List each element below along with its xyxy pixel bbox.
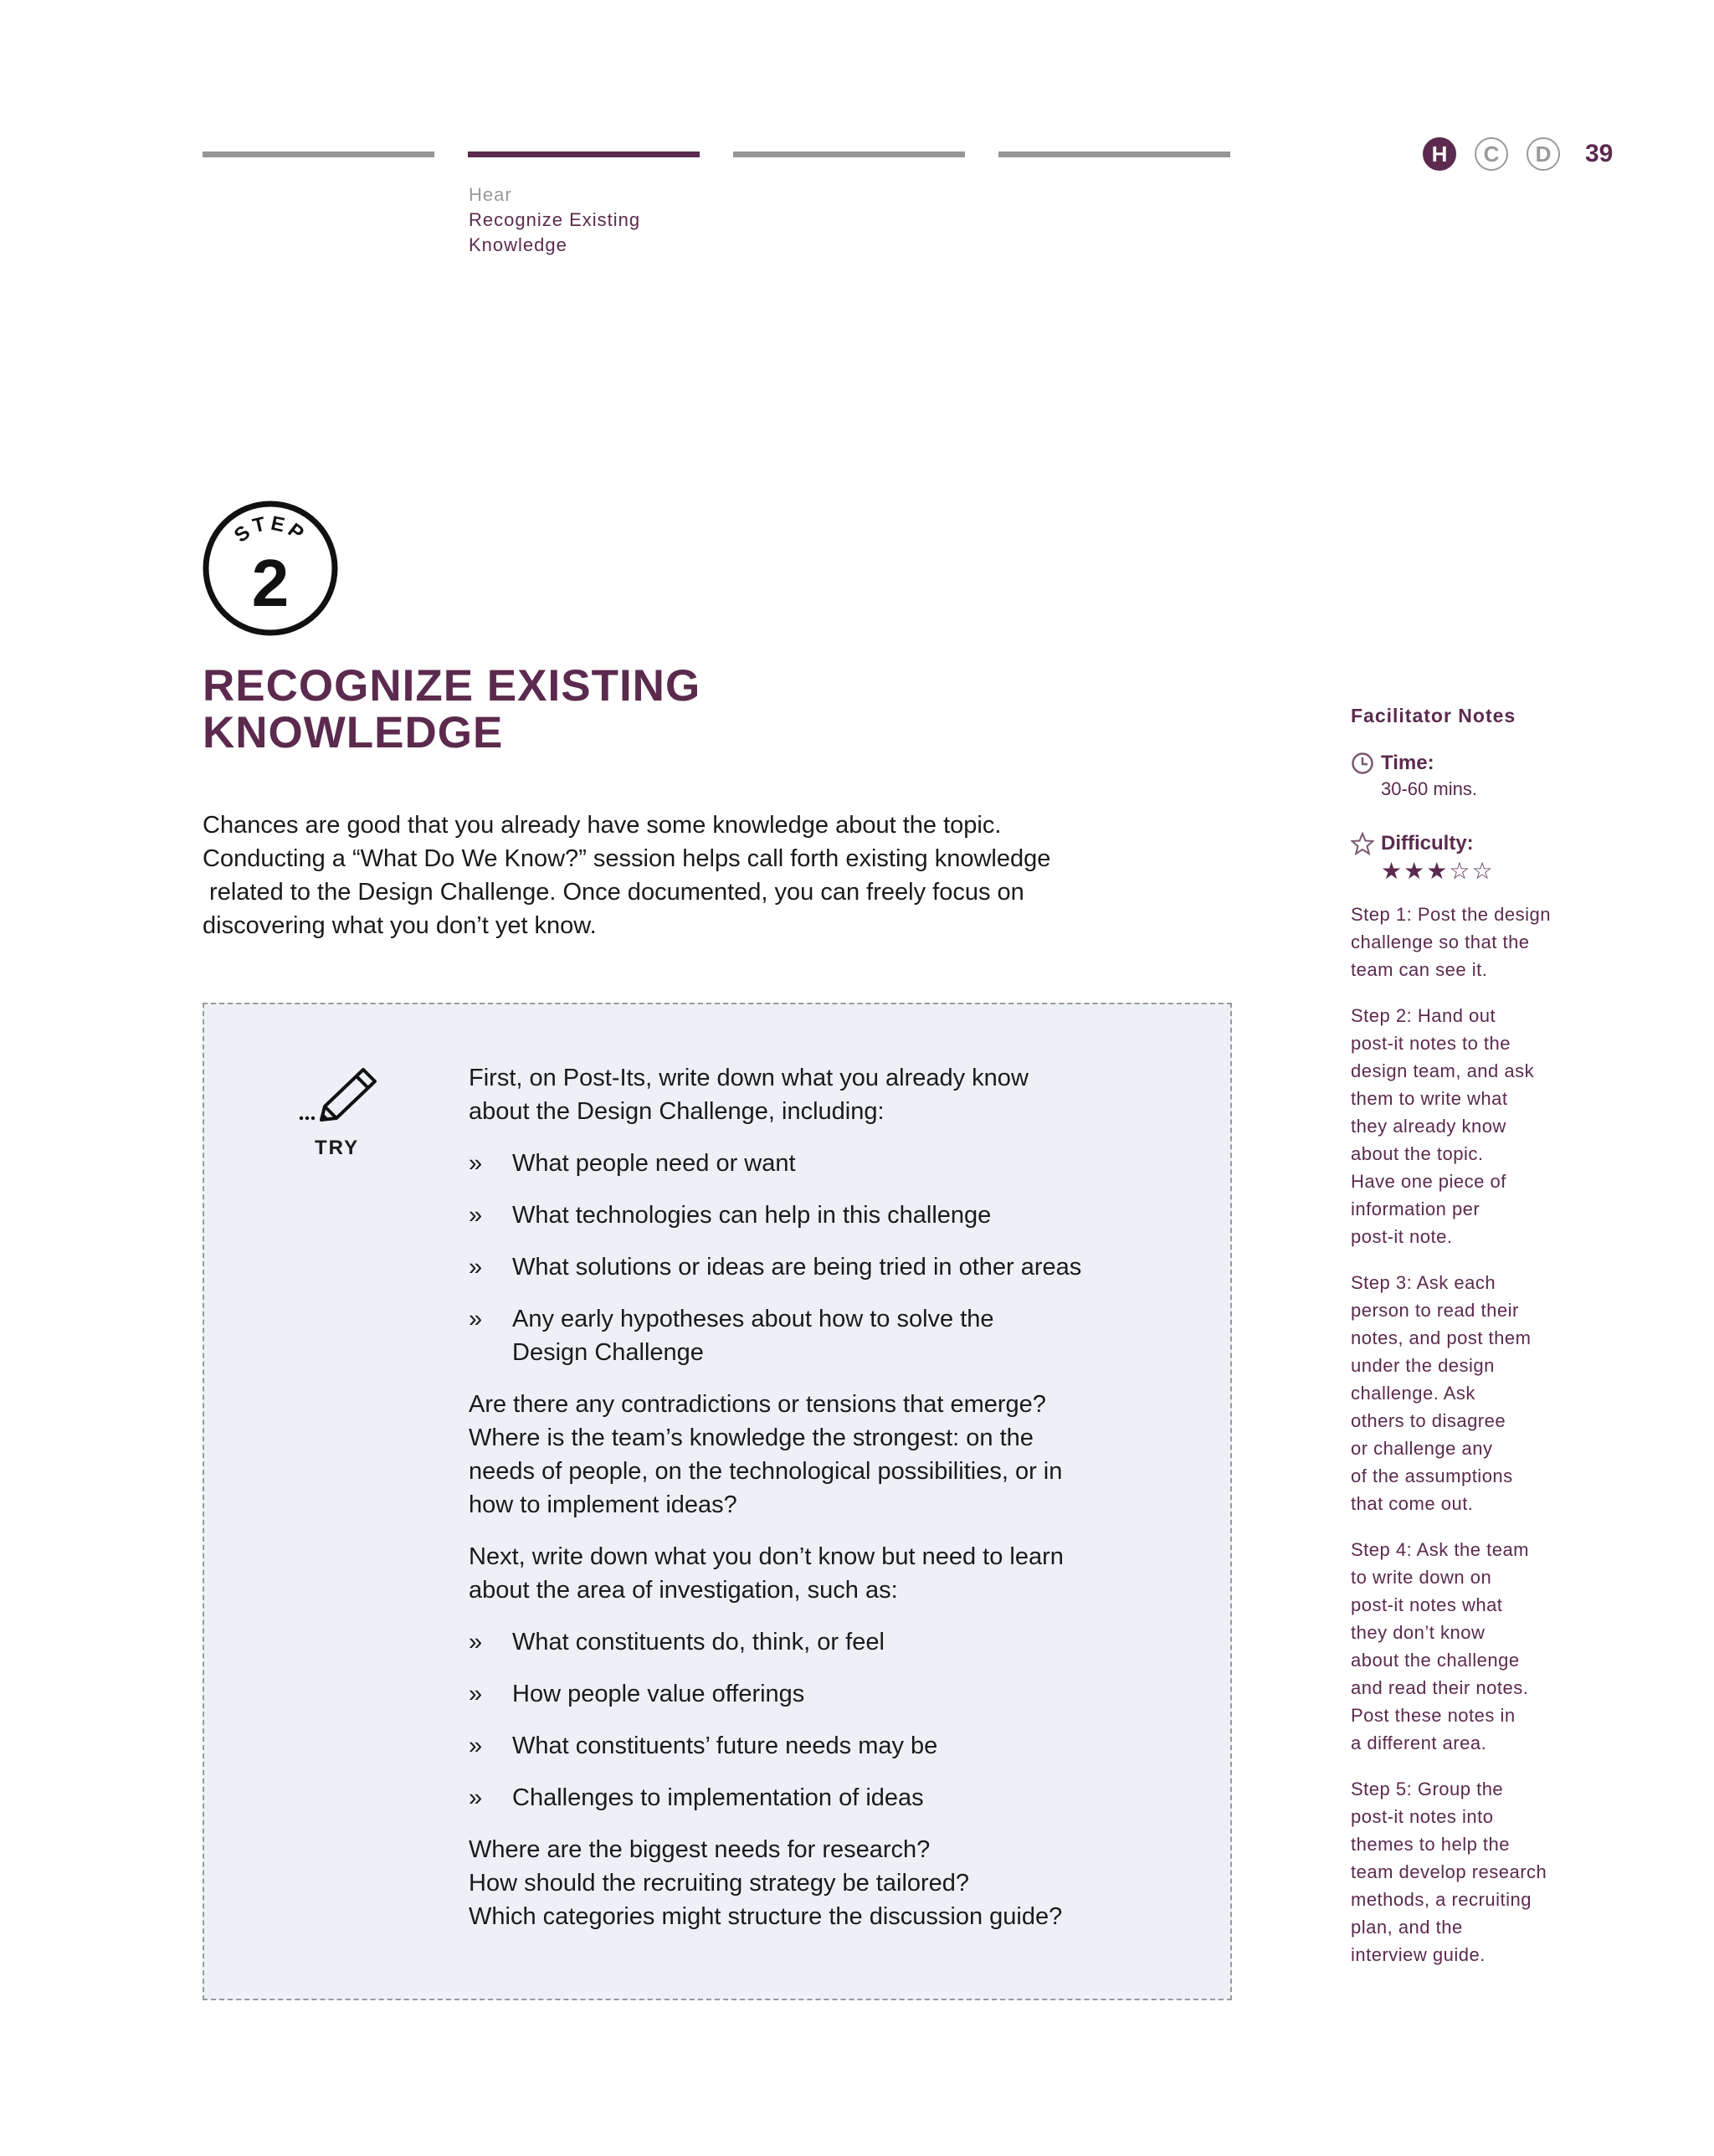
bullet-glyph: » bbox=[469, 1784, 483, 1811]
difficulty-row bbox=[1351, 830, 1602, 886]
phase-deliver-indicator: D bbox=[1527, 137, 1560, 171]
try-paragraph-research bbox=[469, 1833, 1188, 1933]
text-line: how to implement ideas? bbox=[469, 1491, 737, 1518]
list-item bbox=[469, 1147, 1188, 1180]
intro-line: Chances are good that you already have some knowledge about the topic. bbox=[203, 812, 1002, 839]
list-item-text: What constituents’ future needs may be bbox=[512, 1732, 938, 1759]
try-paragraph-questions bbox=[469, 1388, 1188, 1522]
time-row bbox=[1351, 750, 1602, 802]
list-item-text: What constituents do, think, or feel bbox=[512, 1629, 885, 1656]
list-item bbox=[469, 1781, 1188, 1815]
star-filled-icon: ★ bbox=[1426, 858, 1450, 884]
clock-icon bbox=[1351, 752, 1374, 775]
text-line: Where are the biggest needs for research? bbox=[469, 1836, 931, 1863]
progress-segment-1 bbox=[203, 151, 434, 157]
list-item bbox=[469, 1302, 1188, 1369]
try-label: TRY bbox=[315, 1137, 360, 1159]
list-item bbox=[469, 1729, 1188, 1763]
text-line: about the Design Challenge, including: bbox=[469, 1098, 885, 1125]
text-line: needs of people, on the technological possibilities, or in bbox=[469, 1458, 1063, 1485]
list-item-text: How people value offerings bbox=[512, 1681, 805, 1707]
progress-segment-3 bbox=[733, 151, 965, 157]
step-number: 2 bbox=[251, 546, 290, 620]
try-paragraph-intro bbox=[469, 1061, 1188, 1128]
difficulty-rating bbox=[1381, 857, 1602, 886]
list-item bbox=[469, 1677, 1188, 1711]
pencil-icon bbox=[298, 1066, 382, 1125]
list-item bbox=[469, 1250, 1188, 1284]
bullet-glyph: » bbox=[469, 1306, 483, 1332]
breadcrumb-title-line1: Recognize Existing bbox=[469, 209, 641, 230]
bullet-glyph: » bbox=[469, 1202, 483, 1229]
page-title bbox=[203, 663, 839, 757]
intro-line: related to the Design Challenge. Once documented, you can freely focus on bbox=[203, 879, 1024, 906]
page-title-line1: RECOGNIZE EXISTING bbox=[203, 661, 701, 711]
progress-segment-4 bbox=[998, 151, 1230, 157]
text-line: about the area of investigation, such as: bbox=[469, 1577, 898, 1604]
time-label: Time: bbox=[1381, 752, 1434, 774]
list-item-text: What technologies can help in this challenge bbox=[512, 1202, 992, 1229]
step-label: STEP bbox=[229, 511, 311, 547]
bullet-glyph: » bbox=[469, 1254, 483, 1281]
phase-hear-indicator: H bbox=[1423, 137, 1456, 171]
intro-paragraph bbox=[203, 808, 1165, 942]
intro-line: Conducting a “What Do We Know?” session helps call forth existing knowledge bbox=[203, 845, 1051, 872]
unknown-list bbox=[469, 1625, 1188, 1815]
facilitator-notes bbox=[1351, 703, 1602, 1969]
list-item bbox=[469, 1199, 1188, 1232]
difficulty-label: Difficulty: bbox=[1381, 832, 1474, 855]
step-badge-icon bbox=[201, 499, 340, 638]
list-item-text: What people need or want bbox=[512, 1150, 796, 1177]
step-note-4: Step 4: Ask the team to write down on post-it notes what they don’t know about the challenge and read their notes. Post these notes in a different area. bbox=[1351, 1539, 1530, 1753]
step-note-5: Step 5: Group the post-it notes into themes to help the team develop research methods, a recruiting plan, and the interview guide. bbox=[1351, 1779, 1547, 1965]
list-item-text: What solutions or ideas are being tried in other areas bbox=[512, 1254, 1082, 1281]
step-note-2: Step 2: Hand out post-it notes to the design team, and ask them to write what they already know about the topic. Have one piece of information per post-it note. bbox=[1351, 1005, 1535, 1247]
intro-line: discovering what you don’t yet know. bbox=[203, 912, 597, 939]
page-title-line2: KNOWLEDGE bbox=[203, 708, 504, 757]
list-item-text: Design Challenge bbox=[512, 1339, 704, 1366]
breadcrumb-title-line2: Knowledge bbox=[469, 234, 567, 255]
time-value: 30-60 mins. bbox=[1381, 778, 1477, 799]
known-list bbox=[469, 1147, 1188, 1369]
try-box bbox=[203, 1003, 1232, 2000]
text-line: Where is the team’s knowledge the strongest: on the bbox=[469, 1424, 1034, 1451]
list-item-text: Any early hypotheses about how to solve the bbox=[512, 1306, 994, 1332]
bullet-glyph: » bbox=[469, 1629, 483, 1656]
svg-text:STEP bbox=[230, 512, 310, 547]
text-line: How should the recruiting strategy be tailored? bbox=[469, 1870, 970, 1897]
star-empty-icon: ☆ bbox=[1449, 858, 1472, 884]
step-note-3: Step 3: Ask each person to read their notes, and post them under the design challenge. Ask others to disagree or challenge any of the assumptions that come out. bbox=[1351, 1272, 1532, 1514]
page-number: 39 bbox=[1585, 140, 1614, 167]
star-empty-icon: ☆ bbox=[1471, 858, 1495, 884]
breadcrumb-phase: Hear bbox=[469, 184, 512, 205]
progress-segment-2-active bbox=[468, 151, 700, 157]
text-line: Which categories might structure the discussion guide? bbox=[469, 1903, 1063, 1930]
star-outline-icon bbox=[1351, 832, 1374, 855]
text-line: First, on Post-Its, write down what you already know bbox=[469, 1065, 1029, 1091]
phase-create-indicator: C bbox=[1475, 137, 1508, 171]
list-item-text: Challenges to implementation of ideas bbox=[512, 1784, 924, 1811]
breadcrumb bbox=[469, 182, 640, 258]
list-item bbox=[469, 1625, 1188, 1659]
try-content bbox=[469, 1061, 1188, 1952]
bullet-glyph: » bbox=[469, 1150, 483, 1177]
step-note-1: Step 1: Post the design challenge so that the team can see it. bbox=[1351, 904, 1551, 980]
bullet-glyph: » bbox=[469, 1681, 483, 1707]
text-line: Are there any contradictions or tensions that emerge? bbox=[469, 1391, 1046, 1418]
facilitator-notes-title: Facilitator Notes bbox=[1351, 705, 1516, 726]
text-line: Next, write down what you don’t know but need to learn bbox=[469, 1543, 1064, 1570]
star-filled-icon: ★ bbox=[1404, 858, 1427, 884]
try-paragraph-next bbox=[469, 1540, 1188, 1607]
star-filled-icon: ★ bbox=[1381, 858, 1404, 884]
bullet-glyph: » bbox=[469, 1732, 483, 1759]
